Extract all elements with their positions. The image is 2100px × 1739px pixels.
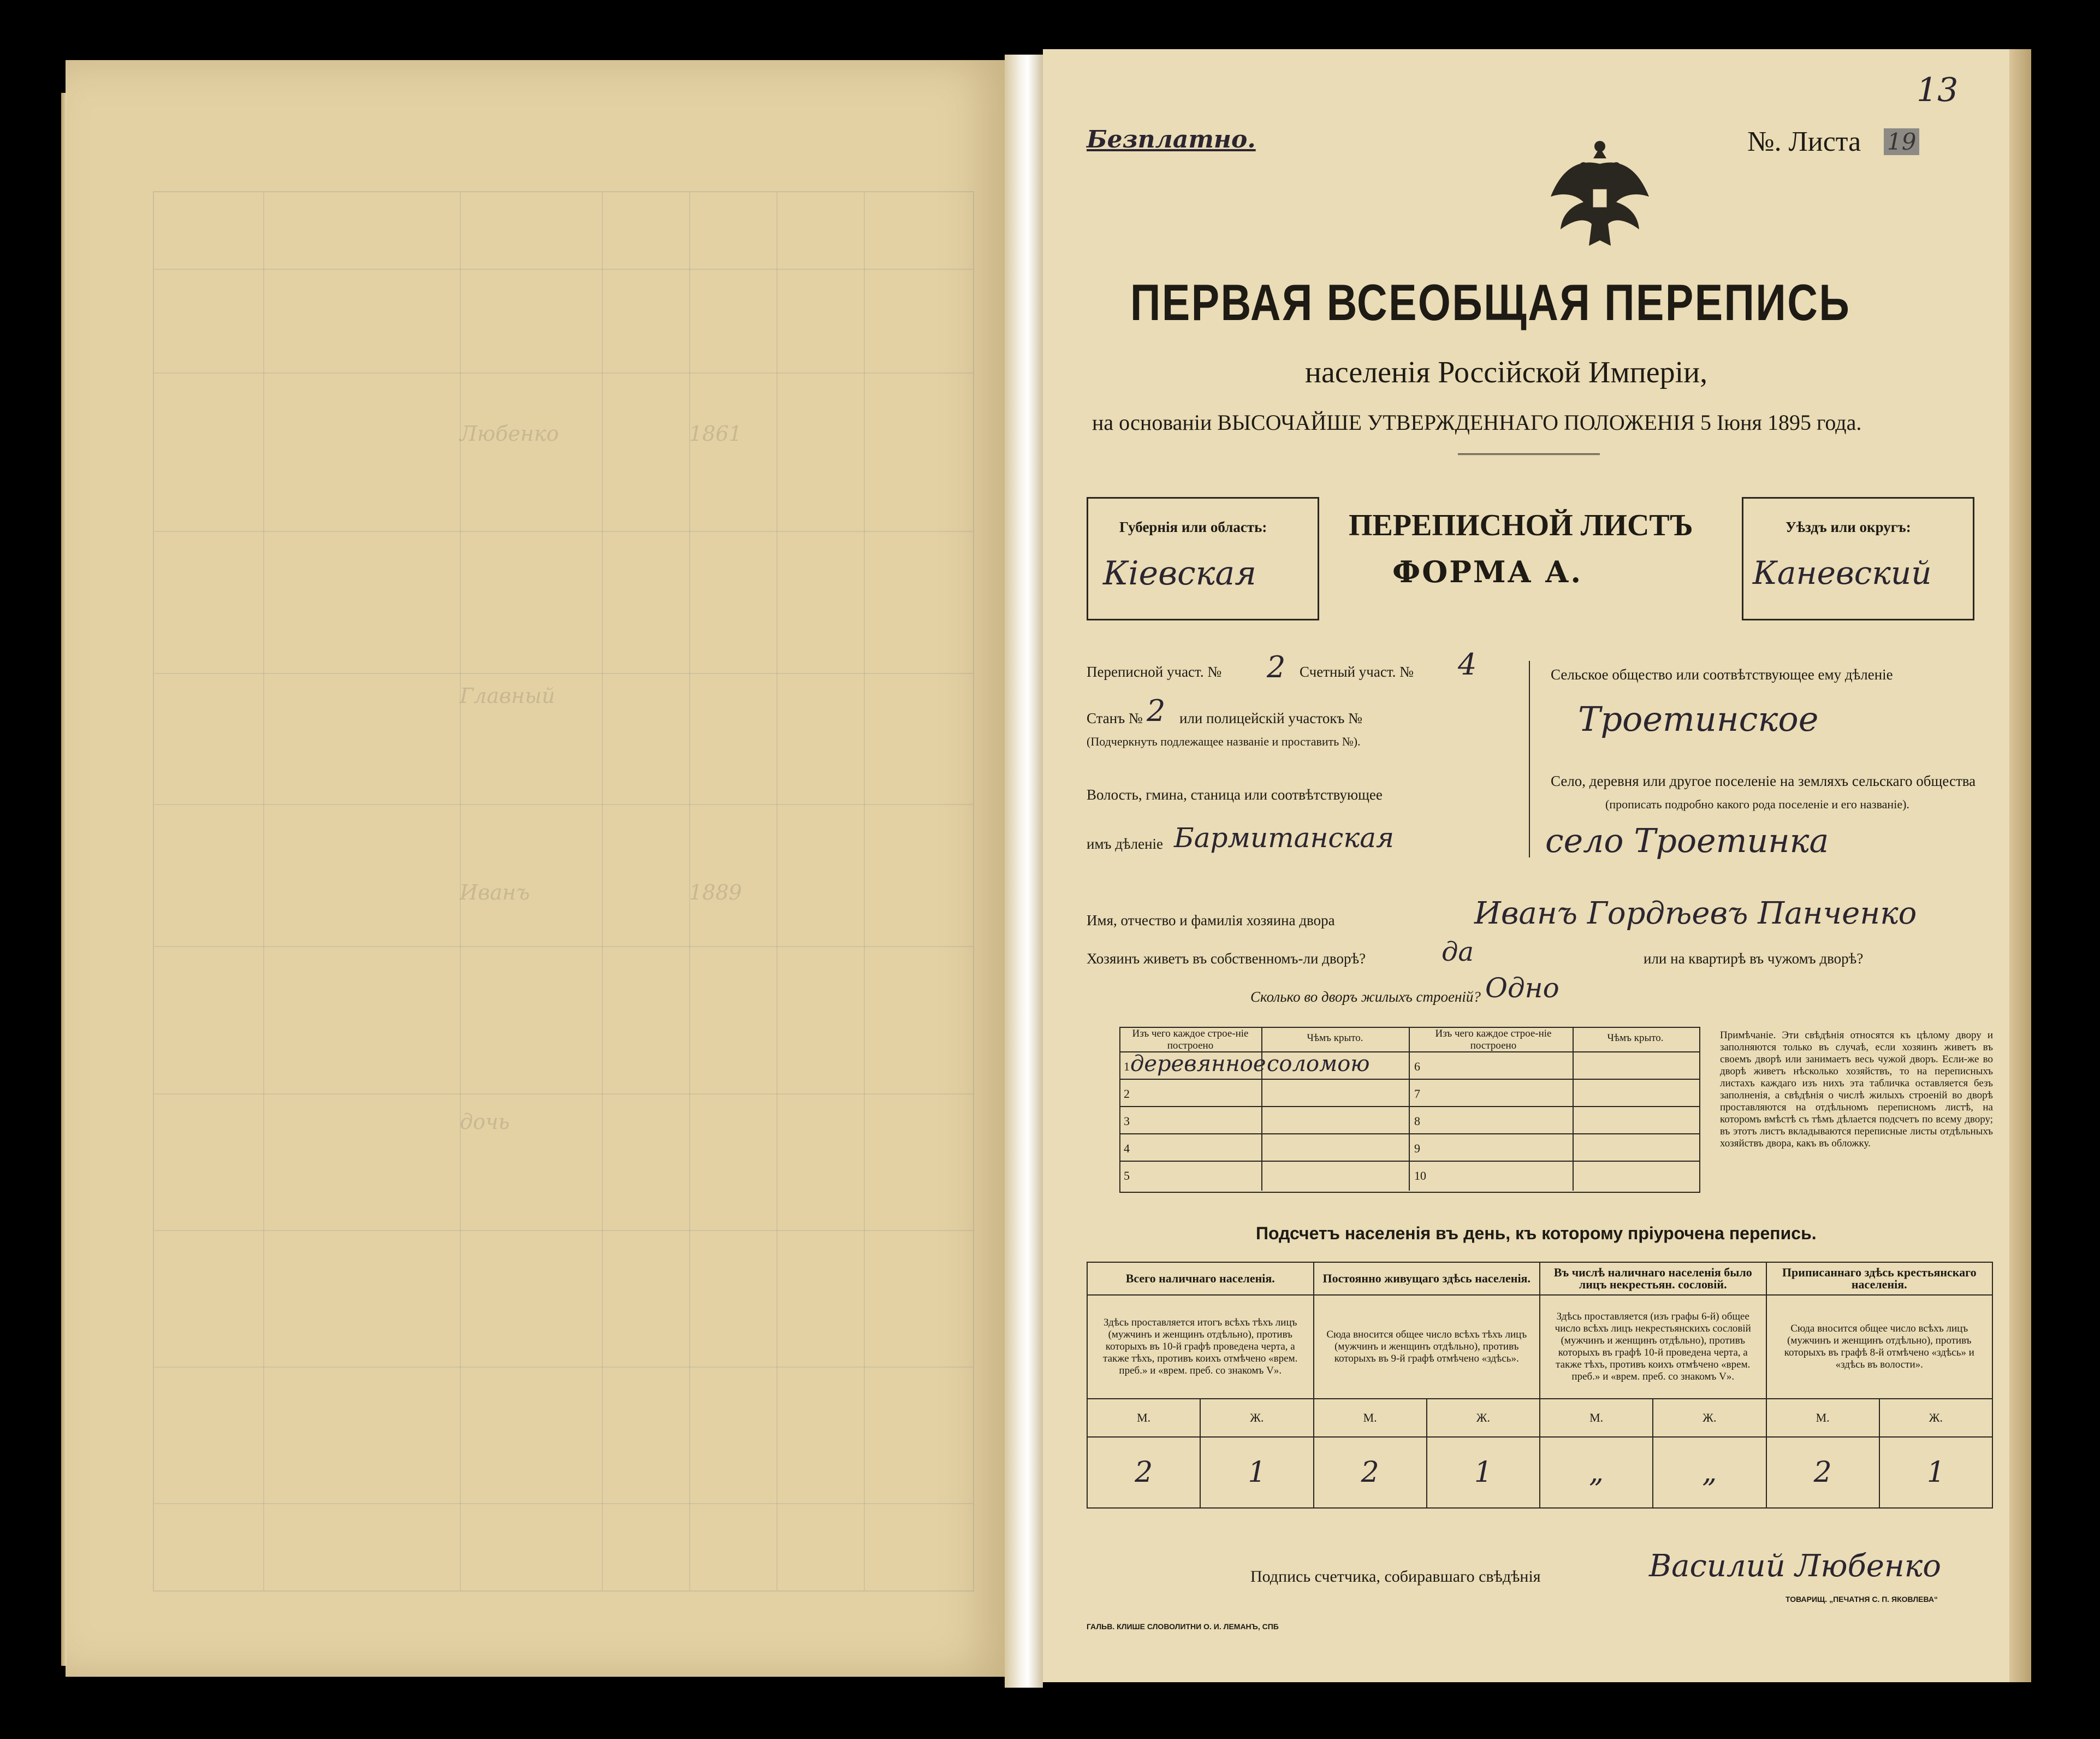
page-edges <box>61 93 67 1666</box>
form-title: ПЕРЕПИСНОЙ ЛИСТЪ <box>1349 508 1693 542</box>
buildings-note: Примѣчаніе. Эти свѣдѣнія относятся къ цѣлому двору и заполняются только въ случаѣ, если хозяинъ живетъ въ своемъ дворѣ или занимаетъ весь чужой дворъ. Если-же во дворѣ живетъ нѣсколько хозяйствъ, то на переписныхъ листахъ каждаго изъ нихъ эта табличка оставляется безъ заполненія, а свѣдѣнія о числѣ жилыхъ строеній во дворѣ проставляются на отдѣльномъ переписномъ листѣ, на которомъ вмѣстѣ съ тѣмъ дѣлается подсчетъ по всему двору; въ этотъ листъ вкладываются переписные листы отдѣльныхъ хозяйствъ двора, какъ въ обложку. <box>1720 1030 1993 1149</box>
row-number: 4 <box>1124 1141 1130 1155</box>
row-number: 1 <box>1124 1060 1130 1073</box>
bleed-through-grid: Любенко Главный Иванъ дочь 1861 1889 <box>153 191 974 1592</box>
count-group-desc: Сюда вносится общее число всѣхъ тѣхъ лицъ (мужчинъ и женщинъ отдѣльно), противъ которыхъ въ 9-й графѣ отмѣчено «здѣсь». <box>1326 1329 1527 1364</box>
census-subtitle: населенія Россійской Имперіи, <box>1305 356 1708 389</box>
census-form-page <box>1043 49 2009 1682</box>
buildings-label: Сколько во дворъ жилыхъ строеній? <box>1250 989 1481 1005</box>
schet-value: 4 <box>1458 647 1477 682</box>
male-header: М. <box>1314 1399 1427 1437</box>
material-value: деревянное <box>1130 1051 1266 1076</box>
village-label: Село, деревня или другое поселеніе на земляхъ сельскаго общества <box>1551 773 1976 789</box>
printer-imprint-left: ГАЛЬВ. КЛИШЕ СЛОВОЛИТНИ О. И. ЛЕМАНЪ, СПБ <box>1087 1622 1279 1631</box>
female-header: Ж. <box>1653 1399 1766 1437</box>
gubernia-value: Кіевская <box>1103 554 1256 593</box>
book-gutter <box>1005 55 1043 1688</box>
count-heading: Подсчетъ населенія въ день, къ которому пріурочена перепись. <box>1256 1223 1817 1243</box>
uezd-value: Каневский <box>1753 554 1932 592</box>
form-subtitle: ФОРМА А. <box>1392 554 1583 589</box>
buildings-col-roof-2: Чѣмъ крыто. <box>1607 1032 1664 1044</box>
female-header: Ж. <box>1879 1399 1992 1437</box>
society-value: Троетинское <box>1578 699 1819 739</box>
count-group-title: Постоянно живущаго здѣсь населенія. <box>1322 1271 1530 1285</box>
male-header: М. <box>1087 1399 1200 1437</box>
male-header: М. <box>1540 1399 1653 1437</box>
page-fold <box>2009 49 2031 1682</box>
left-page <box>66 60 1005 1677</box>
volost-label: Волость, гмина, станица или соотвѣтствующее <box>1087 786 1383 803</box>
stan-value: 2 <box>1147 694 1166 728</box>
own-yard-label: Хозяинъ живетъ въ собственномъ-ли дворѣ? <box>1087 950 1366 967</box>
female-count: „ <box>1653 1437 1766 1508</box>
uchast-value: 2 <box>1267 650 1286 684</box>
row-number: 8 <box>1414 1114 1420 1128</box>
village-note: (прописать подробно какого рода поселеніе и его названіе). <box>1605 797 1909 811</box>
female-count: 1 <box>1200 1437 1313 1508</box>
buildings-col-roof: Чѣмъ крыто. <box>1307 1032 1363 1044</box>
female-header: Ж. <box>1427 1399 1540 1437</box>
free-label: Безплатно. <box>1087 126 1256 153</box>
uchast-label: Переписной участ. № <box>1087 664 1222 680</box>
buildings-col-material: Изъ чего каждое строе-ніе построено <box>1132 1028 1249 1051</box>
legal-basis: на основаніи ВЫСОЧАЙШЕ УТВЕРЖДЕННАГО ПОЛОЖЕНІЯ 5 Іюня 1895 года. <box>1092 410 1862 435</box>
page-number: 13 <box>1917 71 1959 109</box>
female-count: 1 <box>1879 1437 1992 1508</box>
count-group-desc: Сюда вносится общее число всѣхъ лицъ (мужчинъ и женщинъ отдѣльно), противъ которыхъ въ графѣ 8-й отмѣчено «здѣсь» и «здѣсь въ волости». <box>1784 1323 1974 1370</box>
count-group-desc: Здѣсь проставляется (изъ графы 6-й) общее число всѣхъ лицъ некрестьянскихъ сословій (мужчинъ и женщинъ отдѣльно), противъ которыхъ въ графѣ 10-й проведена черта, а также тѣхъ, противъ коихъ отмѣчено «врем. преб.» и «врем. преб. со знакомъ V». <box>1555 1311 1751 1382</box>
row-number: 10 <box>1414 1169 1426 1182</box>
male-header: М. <box>1766 1399 1879 1437</box>
ornament-divider <box>1458 453 1600 460</box>
count-group-title: Всего наличнаго населенія. <box>1125 1271 1275 1285</box>
male-count: 2 <box>1766 1437 1879 1508</box>
stan-note: (Подчеркнуть подлежащее названіе и проставить №). <box>1087 735 1361 748</box>
count-group-desc: Здѣсь проставляется итогъ всѣхъ тѣхъ лицъ (мужчинъ и женщинъ отдѣльно), противъ которыхъ въ 10-й графѣ проведена черта, а также тѣхъ, противъ коихъ отмѣчено «врем. преб.» и «врем. преб. со знакомъ V». <box>1103 1317 1298 1376</box>
female-header: Ж. <box>1200 1399 1313 1437</box>
own-yard-value: да <box>1441 937 1474 967</box>
enumerator-signature: Василий Любенко <box>1649 1548 1941 1584</box>
row-number: 7 <box>1414 1087 1420 1101</box>
male-count: „ <box>1540 1437 1653 1508</box>
schet-label: Счетный участ. № <box>1300 664 1414 680</box>
buildings-col-material-2: Изъ чего каждое строе-ніе построено <box>1435 1028 1552 1051</box>
stan-label: Станъ № <box>1087 710 1143 726</box>
column-divider <box>1529 661 1530 857</box>
signature-label: Подпись счетчика, собиравшаго свѣдѣнія <box>1250 1568 1541 1586</box>
gubernia-label: Губернія или область: <box>1119 519 1267 535</box>
sheet-number-value: 19 <box>1884 128 1919 155</box>
rent-label: или на квартирѣ въ чужомъ дворѣ? <box>1644 950 1864 967</box>
male-count: 2 <box>1314 1437 1427 1508</box>
imperial-eagle-emblem <box>1545 137 1654 262</box>
row-number: 2 <box>1124 1087 1130 1101</box>
owner-label: Имя, отчество и фамилія хозяина двора <box>1087 912 1335 928</box>
row-number: 9 <box>1414 1141 1420 1155</box>
village-value: село Троетинка <box>1545 822 1829 860</box>
society-label: Сельское общество или соотвѣтствующее ему дѣленіе <box>1551 666 1893 683</box>
male-count: 2 <box>1087 1437 1200 1508</box>
printer-imprint-right: ТОВАРИЩ. „ПЕЧАТНЯ С. П. ЯКОВЛЕВА“ <box>1785 1595 1938 1604</box>
row-number: 3 <box>1124 1114 1130 1128</box>
row-number: 5 <box>1124 1169 1130 1182</box>
owner-value: Иванъ Гордѣевъ Панченко <box>1474 896 1917 931</box>
volost-label-2: имъ дѣленіе <box>1087 836 1164 852</box>
count-group-title: Приписаннаго здѣсь крестьянскаго населенія. <box>1782 1265 1977 1291</box>
census-title: ПЕРВАЯ ВСЕОБЩАЯ ПЕРЕПИСЬ <box>1130 274 1851 331</box>
buildings-value: Одно <box>1485 972 1559 1004</box>
stan-rest: или полицейскій участокъ № <box>1179 710 1362 726</box>
uezd-label: Уѣздъ или округъ: <box>1785 519 1911 535</box>
open-census-book <box>66 38 2031 1693</box>
female-count: 1 <box>1427 1437 1540 1508</box>
row-number: 6 <box>1414 1060 1420 1073</box>
sheet-number-label: №. Листа <box>1747 126 1861 157</box>
volost-value: Бармитанская <box>1174 822 1395 854</box>
population-count-table <box>1087 1262 1993 1509</box>
count-group-title: Въ числѣ наличнаго населенія было лицъ некрестьян. сословій. <box>1553 1265 1752 1291</box>
roof-value: соломою <box>1267 1051 1370 1076</box>
